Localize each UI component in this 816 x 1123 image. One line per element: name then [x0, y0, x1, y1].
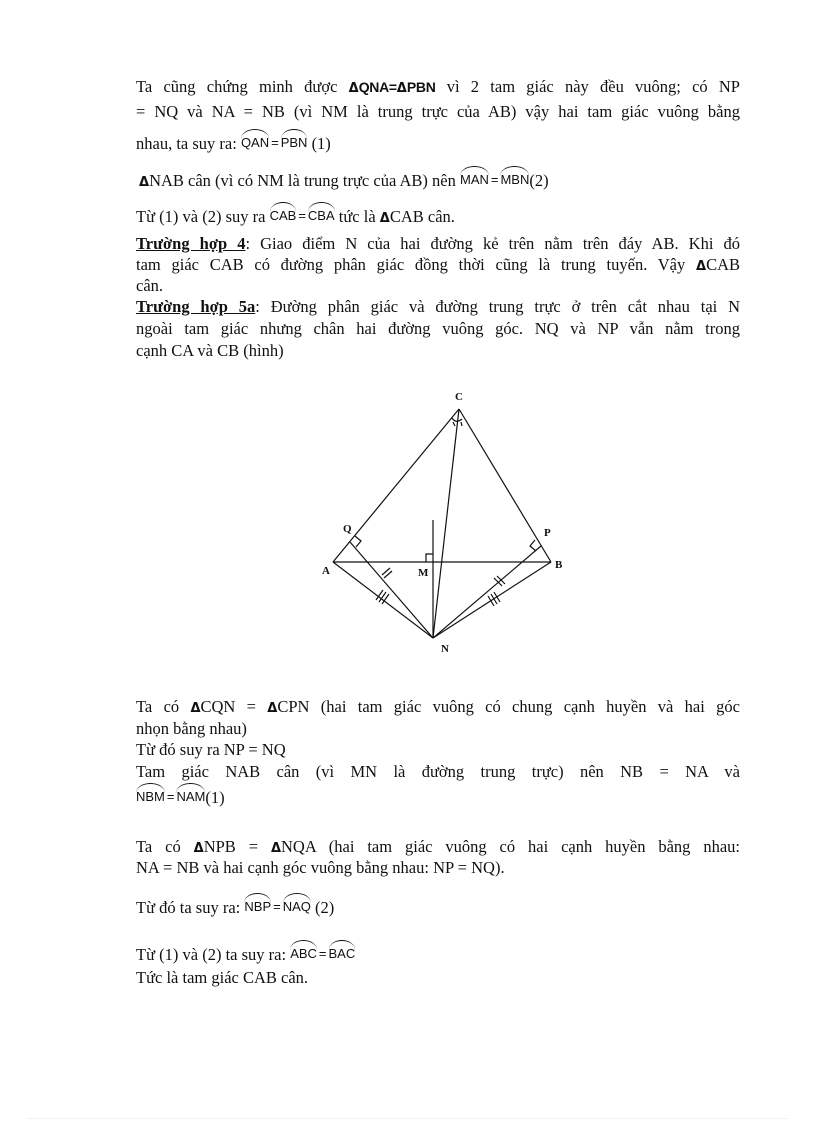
p7-line1	[136, 836, 740, 859]
equals-sign: =	[271, 135, 279, 150]
text: (hai tam giác vuông có chung cạnh huyền và hai góc	[309, 697, 740, 716]
label-m: M	[418, 567, 429, 579]
triangle-symbol: Δ	[696, 259, 707, 274]
triangle-symbol: Δ	[270, 841, 282, 856]
text: nhau, ta suy ra:	[136, 134, 241, 153]
text: Ta có	[136, 697, 191, 716]
angle-symbol: CBA	[308, 202, 335, 223]
text: Ta có	[136, 837, 194, 856]
angle-symbol: QAN	[241, 129, 269, 150]
equals-sign: =	[273, 899, 281, 914]
triangle-name: NPB	[203, 837, 236, 856]
angle-symbol: NAQ	[283, 893, 311, 914]
right-angle-p	[530, 540, 536, 551]
angle-symbol: BAC	[329, 940, 356, 961]
text: (2)	[529, 171, 549, 190]
label-p: P	[544, 527, 551, 539]
triangle-name: PBN	[406, 79, 436, 95]
label-a: A	[322, 565, 330, 577]
equals-sign: =	[318, 946, 327, 961]
case-heading: Trường hợp 4	[136, 234, 246, 253]
text: Từ (1) và (2) suy ra	[136, 207, 270, 226]
segment-bn	[433, 562, 551, 638]
tick-c2	[461, 422, 462, 426]
text: =	[235, 697, 268, 716]
angle-symbol: ABC	[290, 940, 317, 961]
text: cân (vì có NM là trung trực của AB) nên	[183, 171, 460, 190]
triangle-symbol: Δ	[348, 81, 359, 96]
triangle-name: CPN	[277, 697, 310, 716]
right-angle-m	[426, 554, 433, 562]
text: Từ đó ta suy ra:	[136, 898, 245, 917]
text: (1)	[307, 134, 331, 153]
text: tam giác CAB có đường phân giác đồng thời cũng là trung tuyến. Vậy	[136, 255, 696, 274]
p7-line3	[136, 893, 740, 918]
case-heading: Trường hợp 5a	[136, 297, 256, 316]
label-b: B	[555, 559, 563, 571]
p6-line5	[136, 783, 740, 808]
text: (hai tam giác vuông có hai cạnh huyền bằng nhau:	[315, 837, 741, 856]
text: tức là	[334, 207, 380, 226]
text: cân.	[423, 207, 455, 226]
text: =	[235, 837, 271, 856]
text: Từ (1) và (2) ta suy ra:	[136, 945, 291, 964]
angle-symbol: NBM	[136, 783, 165, 804]
p8-line1	[136, 940, 740, 965]
angle-symbol: CAB	[270, 202, 297, 223]
triangle-name: CAB	[389, 207, 424, 226]
segment-qn	[350, 542, 433, 638]
segment-pn	[433, 546, 541, 638]
triangle-symbol: Δ	[193, 841, 204, 856]
triangle-name: CQN	[200, 697, 236, 716]
equals-sign: =	[490, 172, 499, 187]
p4-line3: cân.	[136, 276, 164, 295]
p1-line2: = NQ và NA = NB (vì NM là trung trực của AB) vậy hai tam giác vuông bằng	[136, 102, 740, 121]
p5-line3: cạnh CA và CB (hình)	[136, 341, 284, 360]
text: (2)	[310, 898, 335, 917]
triangle-symbol: Δ	[379, 211, 390, 226]
segment-ca	[333, 409, 459, 562]
triangle-name: NQA	[281, 837, 316, 856]
triangle-symbol: Δ	[267, 701, 278, 716]
text: : Giao điểm N của hai đường kẻ trên nằm trên đáy AB. Khi đó	[245, 234, 740, 253]
triangle-name: CAB	[706, 255, 740, 274]
bisector-cn	[433, 409, 459, 638]
segment-cb	[459, 409, 551, 562]
triangle-name: NAB	[149, 171, 184, 190]
text: : Đường phân giác và đường trung trực ở trên cắt nhau tại N	[255, 297, 741, 316]
text: (1)	[205, 788, 225, 807]
triangle-symbol: Δ	[190, 701, 201, 716]
p6-line4: Tam giác NAB cân (vì MN là đường trung trực) nên NB = NA và	[136, 762, 740, 781]
p6-line1	[136, 696, 740, 719]
angle-symbol: NBP	[244, 893, 271, 914]
label-q: Q	[343, 523, 352, 535]
equals-sign: =	[166, 789, 175, 804]
equals-sign: =	[298, 208, 306, 223]
tick-c1	[453, 422, 455, 426]
label-n: N	[441, 643, 449, 655]
text: Ta cũng chứng minh được	[136, 77, 349, 96]
angle-mark-c	[452, 418, 462, 421]
label-c: C	[455, 391, 463, 403]
p7-line2: NA = NB và hai cạnh góc vuông bằng nhau: NP = NQ).	[136, 858, 505, 877]
page-bottom-border	[28, 1118, 788, 1119]
angle-symbol: MAN	[460, 166, 489, 187]
p6-line3: Từ đó suy ra NP = NQ	[136, 740, 286, 759]
angle-symbol: PBN	[281, 129, 308, 150]
right-angle-q	[355, 536, 361, 547]
p8-line2: Tức là tam giác CAB cân.	[136, 968, 309, 987]
text: vì 2 tam giác này đều vuông; có NP	[435, 77, 740, 96]
angle-symbol: MBN	[500, 166, 529, 187]
equals-sign: =	[388, 79, 397, 95]
p5-line2: ngoài tam giác nhưng chân hai đường vuông góc. NQ và NP vẫn nằm trong	[136, 319, 740, 338]
angle-symbol: NAM	[176, 783, 205, 804]
triangle-symbol: Δ	[396, 81, 407, 96]
p6-line2: nhọn bằng nhau)	[136, 719, 247, 738]
triangle-symbol: Δ	[139, 175, 150, 190]
triangle-name: QNA	[358, 79, 389, 95]
